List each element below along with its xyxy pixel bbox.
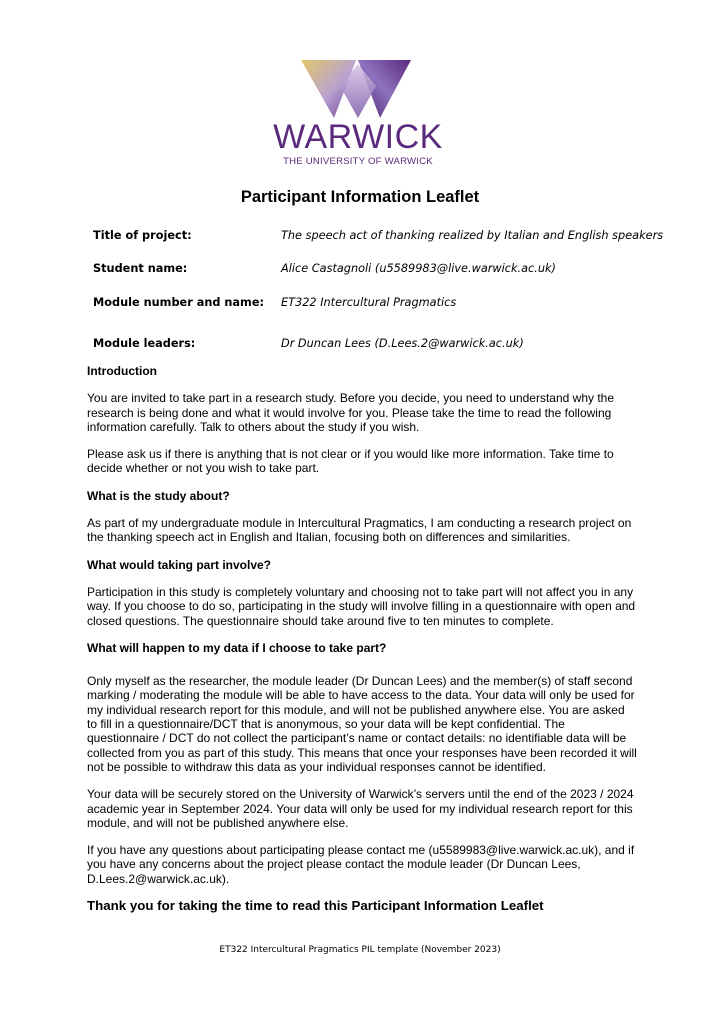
meta-label: Module number and name: [93,296,265,309]
page-footer: ET322 Intercultural Pragmatics PIL template (November 2023) [219,945,501,955]
paragraph-study-about: As part of my undergraduate module in Intercultural Pragmatics, I am conducting a research project on the thanking speech act in English and Italian, focusing both on differences and similarities. [87,516,632,545]
logo-wordmark: WARWICK [273,118,443,156]
university-logo [268,56,448,172]
warwick-w-logo-icon [268,56,448,118]
paragraph-data-2: Your data will be securely stored on the University of Warwick’s servers until the end of the 2023 / 2024 academic year in September 2024. Your data will only be used for my individual research report for this module, and will not be published anywhere else. [87,787,634,830]
section-heading-study-about: What is the study about? [87,488,230,503]
meta-label: Module leaders: [93,337,196,350]
meta-row-student-name [93,262,673,282]
closing-thanks: Thank you for taking the time to read this Participant Information Leaflet [87,898,544,913]
paragraph-taking-part: Participation in this study is completely voluntary and choosing not to take part will not affect you in any way. If you choose to do so, participating in the study will involve filling in a questionnaire with open and closed questions. The questionnaire should take around five to ten minutes to complete. [87,584,636,628]
leaflet-body [87,364,637,886]
paragraph-intro-2: Please ask us if there is anything that is not clear or if you would like more information. Take time to decide whether or not you wish to take part. [87,447,614,476]
page-title: Participant Information Leaflet [240,188,480,206]
logo-subtitle: THE UNIVERSITY OF WARWICK [283,156,433,167]
meta-row-project-title [93,229,673,249]
meta-value: Alice Castagnoli (u5589983@live.warwick.ac.uk) [281,262,556,275]
section-heading-data: What will happen to my data if I choose to take part? [87,640,387,655]
section-heading-taking-part: What would taking part involve? [87,557,272,572]
meta-row-module-leaders [93,337,673,357]
meta-row-module [93,296,673,316]
meta-label: Title of project: [93,229,192,242]
meta-value: Dr Duncan Lees (D.Lees.2@warwick.ac.uk) [281,337,524,350]
section-heading-introduction: Introduction [87,364,157,378]
meta-label: Student name: [93,262,188,275]
paragraph-contact: If you have any questions about participating please contact me (u5589983@live.warwick.ac.uk), and if you have any concerns about the project please contact the module leader (Dr Duncan Lees, D.Lees.2@warwick.ac.uk). [87,843,635,886]
paragraph-data-1: Only myself as the researcher, the module leader (Dr Duncan Lees) and the member(s) of staff second marking / moderating the module will be able to have access to the data. Your data will only be used for my individual research report for this module, and will not be published anywhere else. You are asked to fill in a questionnaire/DCT that is anonymous, so your data will be kept confidential. The questionnaire / DCT do not collect the participant’s name or contact details: no identifiable data will be collected from you as part of this study. This means that once your responses have been recorded it will not be possible to withdraw this data as your individual responses cannot be identified. [87,674,637,774]
meta-value: ET322 Intercultural Pragmatics [281,296,457,309]
meta-value: The speech act of thanking realized by Italian and English speakers [281,229,664,242]
paragraph-intro-1: You are invited to take part in a research study. Before you decide, you need to understand why the research is being done and what it would involve for you. Please take the time to read the following information carefully. Talk to others about the study if you wish. [87,391,615,434]
